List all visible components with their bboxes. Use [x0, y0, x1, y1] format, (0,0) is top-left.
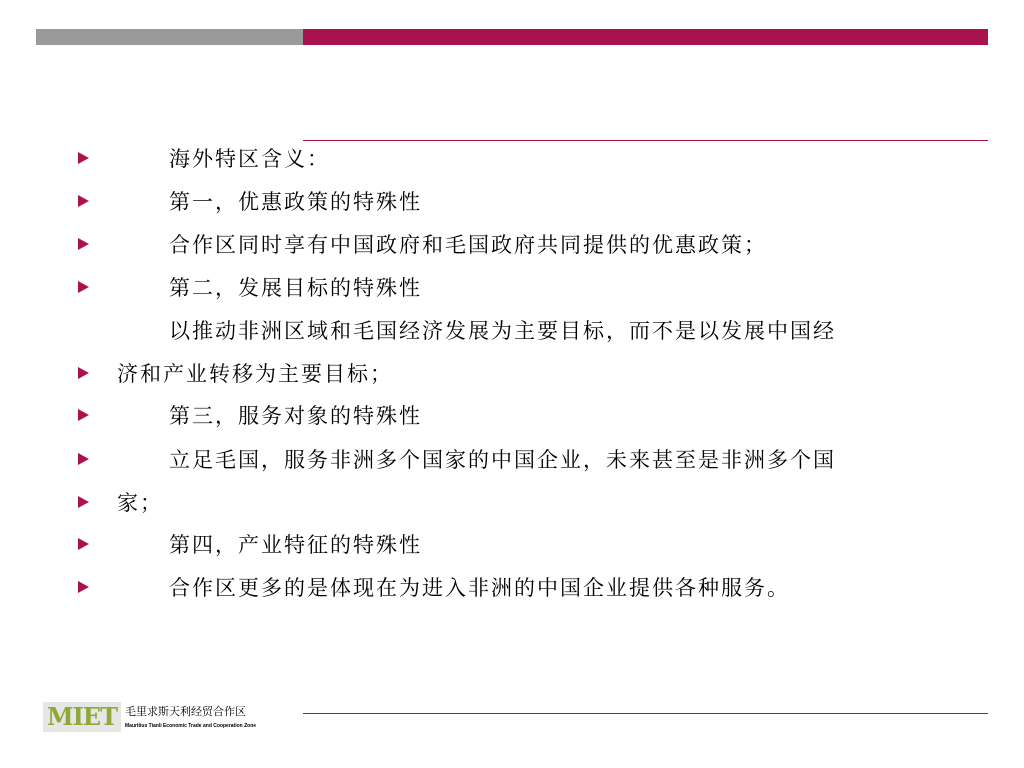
triangle-right-icon [78, 453, 89, 465]
footer-rule [303, 713, 988, 714]
line-text: 济和产业转移为主要目标； [117, 362, 393, 386]
line-text: 第四，产业特征的特殊性 [169, 533, 422, 557]
bullet-line [0, 187, 1024, 217]
line-text: 家； [117, 491, 163, 515]
triangle-right-icon [78, 538, 89, 550]
line-text: 立足毛国，服务非洲多个国家的中国企业，未来甚至是非洲多个国 [169, 448, 836, 472]
logo [43, 702, 121, 732]
line-text: 合作区同时享有中国政府和毛国政府共同提供的优惠政策； [169, 233, 767, 257]
bullet-line [0, 230, 1024, 260]
bullet-line [0, 573, 1024, 603]
line-text: 合作区更多的是体现在为进入非洲的中国企业提供各种服务。 [169, 576, 790, 600]
footer-org-name-en: Mauritius Tianli Economic Trade and Cooperation Zone [125, 723, 257, 729]
triangle-right-icon [78, 152, 89, 164]
bullet-line [0, 401, 1024, 431]
triangle-right-icon [78, 195, 89, 207]
bullet-line [0, 488, 1024, 518]
line-text: 以推动非洲区域和毛国经济发展为主要目标，而不是以发展中国经 [169, 319, 836, 343]
triangle-right-icon [78, 238, 89, 250]
bullet-line [0, 144, 1024, 174]
triangle-right-icon [78, 367, 89, 379]
bullet-line [0, 445, 1024, 475]
line-text: 海外特区含义： [169, 147, 330, 171]
footer-org-name-cn: 毛里求斯天利经贸合作区 [125, 705, 246, 718]
logo-text: MIET [47, 702, 117, 731]
triangle-right-icon [78, 496, 89, 508]
triangle-right-icon [78, 581, 89, 593]
line-text: 第一，优惠政策的特殊性 [169, 190, 422, 214]
continuation-line [0, 316, 1024, 346]
bullet-line [0, 273, 1024, 303]
triangle-right-icon [78, 409, 89, 421]
bullet-line [0, 359, 1024, 389]
triangle-right-icon [78, 281, 89, 293]
line-text: 第二，发展目标的特殊性 [169, 276, 422, 300]
bullet-line [0, 530, 1024, 560]
line-text: 第三，服务对象的特殊性 [169, 404, 422, 428]
